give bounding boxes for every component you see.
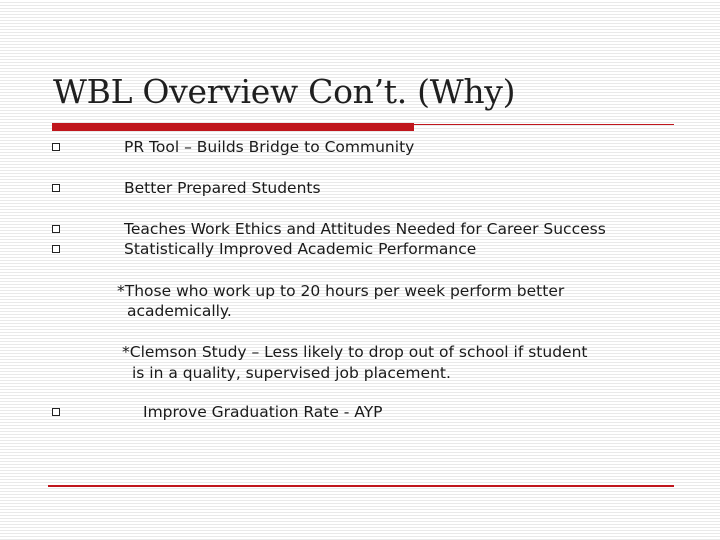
bullet-text: Improve Graduation Rate - AYP [143, 403, 383, 421]
note-line: *Clemson Study – Less likely to drop out of school if student [122, 343, 588, 361]
square-bullet-icon [52, 184, 60, 192]
square-bullet-icon [52, 408, 60, 416]
footer-rule [48, 485, 674, 487]
bullet-text: Teaches Work Ethics and Attitudes Needed for Career Success [124, 220, 606, 238]
note-line: *Those who work up to 20 hours per week perform better [117, 282, 565, 300]
bullet-text: PR Tool – Builds Bridge to Community [124, 138, 415, 156]
note-line: is in a quality, supervised job placement. [132, 364, 451, 382]
slide-title: WBL Overview Con’t. (Why) [53, 72, 516, 111]
bullet-text: Statistically Improved Academic Performance [124, 240, 477, 258]
square-bullet-icon [52, 225, 60, 233]
bullet-text: Better Prepared Students [124, 179, 321, 197]
title-underline-accent [52, 123, 414, 131]
square-bullet-icon [52, 143, 60, 151]
note-line: academically. [127, 302, 232, 320]
square-bullet-icon [52, 245, 60, 253]
